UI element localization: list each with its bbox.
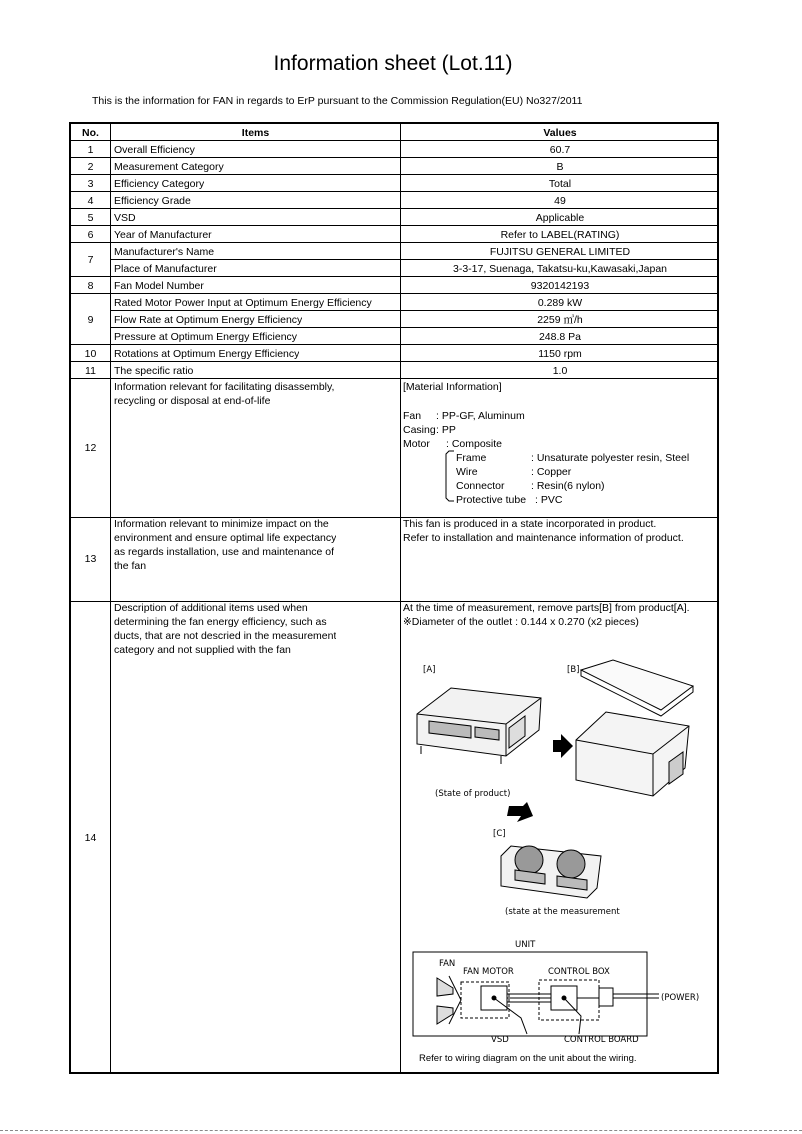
motor-part-value: : Copper bbox=[531, 466, 572, 478]
row-value: 9320142193 bbox=[530, 280, 590, 292]
row-item-line: recycling or disposal at end-of-life bbox=[114, 395, 271, 407]
row-value: 248.8 Pa bbox=[538, 331, 582, 343]
row-value: B bbox=[556, 161, 564, 173]
material-motor-label: Motor bbox=[403, 438, 430, 450]
row-value: 0.289 kW bbox=[537, 297, 583, 309]
power-label: (POWER) bbox=[661, 993, 700, 1003]
row-item-line: category and not supplied with the fan bbox=[114, 644, 291, 656]
motor-part-value: : Unsaturate polyester resin, Steel bbox=[531, 452, 690, 464]
row-item-line: Description of additional items used when bbox=[114, 602, 308, 614]
row-item: Pressure at Optimum Energy Efficiency bbox=[114, 331, 298, 343]
page-subtitle: This is the information for FAN in regards to ErP pursuant to the Commission Regulation(EU) No327/2011 bbox=[92, 95, 583, 107]
material-casing-label: Casing bbox=[403, 424, 436, 436]
wiring-footnote: Refer to wiring diagram on the unit about the wiring. bbox=[419, 1053, 637, 1064]
row-value-line: This fan is produced in a state incorporated in product. bbox=[403, 518, 657, 530]
motor-part-name: Wire bbox=[456, 466, 478, 478]
row-item: Efficiency Grade bbox=[114, 195, 191, 207]
product-a-drawing bbox=[417, 688, 541, 764]
header-no: No. bbox=[82, 127, 99, 139]
row-item-line: as regards installation, use and maintenance of bbox=[114, 546, 335, 558]
unit-label: UNIT bbox=[515, 940, 536, 950]
motor-part-value: : Resin(6 nylon) bbox=[531, 480, 605, 492]
row-no: 10 bbox=[84, 348, 97, 360]
motor-part-name: Frame bbox=[456, 452, 487, 464]
motor-part-value: : PVC bbox=[535, 494, 563, 506]
label-b: [B] bbox=[567, 665, 580, 675]
material-fan-label: Fan bbox=[403, 410, 422, 422]
row-no: 6 bbox=[87, 229, 94, 241]
material-fan-value: : PP-GF, Aluminum bbox=[436, 410, 525, 422]
label-a: [A] bbox=[423, 665, 436, 675]
row-item-line: determining the fan energy efficiency, such as bbox=[114, 616, 327, 628]
state-measurement: (state at the measurement bbox=[505, 907, 620, 917]
row-value: Total bbox=[548, 178, 572, 190]
row-no: 2 bbox=[87, 161, 94, 173]
row-item: VSD bbox=[114, 212, 136, 224]
row-value: 3-3-17, Suenaga, Takatsu-ku,Kawasaki,Japan bbox=[452, 263, 668, 275]
row-item: Rated Motor Power Input at Optimum Energy Efficiency bbox=[114, 297, 372, 309]
row-no: 14 bbox=[84, 832, 97, 844]
row-no: 8 bbox=[87, 280, 94, 292]
vsd-label: VSD bbox=[491, 1035, 509, 1045]
material-header: [Material Information] bbox=[403, 381, 502, 393]
header-items: Items bbox=[241, 127, 270, 139]
arrow-right-icon bbox=[553, 734, 573, 758]
row-value-line: Refer to installation and maintenance information of product. bbox=[403, 532, 684, 544]
label-c: [C] bbox=[493, 829, 506, 839]
row-item: The specific ratio bbox=[114, 365, 194, 377]
row-value: Refer to LABEL(RATING) bbox=[500, 229, 620, 241]
product-b-drawing bbox=[576, 660, 693, 796]
state-product: (State of product) bbox=[435, 789, 511, 799]
col-divider bbox=[110, 124, 111, 1072]
row-no: 1 bbox=[87, 144, 94, 156]
row-item: Overall Efficiency bbox=[114, 144, 195, 156]
material-motor-value: : Composite bbox=[446, 438, 503, 450]
row-value: 60.7 bbox=[549, 144, 571, 156]
row-item-line: environment and ensure optimal life expectancy bbox=[114, 532, 337, 544]
row-no: 5 bbox=[87, 212, 94, 224]
fan-motor-label: FAN MOTOR bbox=[463, 967, 514, 977]
control-board-label: CONTROL BOARD bbox=[564, 1035, 639, 1045]
arrow-down-icon bbox=[507, 802, 533, 822]
row-item: Fan Model Number bbox=[114, 280, 204, 292]
header-values: Values bbox=[543, 127, 577, 139]
motor-part-name: Protective tube bbox=[456, 494, 527, 506]
product-c-drawing bbox=[501, 846, 601, 898]
material-casing-value: : PP bbox=[436, 424, 456, 436]
row-item-line: Information relevant to minimize impact on the bbox=[114, 518, 329, 530]
measurement-figure bbox=[401, 656, 719, 1066]
row-item: Measurement Category bbox=[114, 161, 224, 173]
row-value: 2259 ㎥/h bbox=[537, 314, 583, 326]
row-no: 9 bbox=[87, 314, 94, 326]
row-no: 11 bbox=[85, 365, 96, 377]
row-no: 3 bbox=[87, 178, 94, 190]
row-item-line: the fan bbox=[114, 560, 147, 572]
row-item: Efficiency Category bbox=[114, 178, 205, 190]
row-no: 13 bbox=[84, 553, 97, 565]
row-value-line: At the time of measurement, remove parts[B] from product[A]. bbox=[403, 602, 690, 614]
row-value-line: ※Diameter of the outlet : 0.144 x 0.270 (x2 pieces) bbox=[403, 616, 639, 628]
row-value: FUJITSU GENERAL LIMITED bbox=[489, 246, 631, 258]
row-item: Place of Manufacturer bbox=[114, 263, 217, 275]
row-item: Flow Rate at Optimum Energy Efficiency bbox=[114, 314, 303, 326]
row-item: Rotations at Optimum Energy Efficiency bbox=[114, 348, 300, 360]
motor-part-name: Connector bbox=[456, 480, 505, 492]
row-value: Applicable bbox=[535, 212, 585, 224]
page-cut-line bbox=[0, 1130, 802, 1131]
row-value: 49 bbox=[554, 195, 566, 207]
row-item-line: Information relevant for facilitating disassembly, bbox=[114, 381, 335, 393]
row-item: Manufacturer's Name bbox=[114, 246, 215, 258]
control-box-label: CONTROL BOX bbox=[548, 967, 610, 977]
row-item: Year of Manufacturer bbox=[114, 229, 212, 241]
fan-label: FAN bbox=[439, 959, 456, 969]
row-no: 4 bbox=[87, 195, 94, 207]
row-value: 1150 rpm bbox=[538, 348, 582, 360]
row-no: 7 bbox=[87, 254, 94, 266]
information-table bbox=[69, 122, 719, 1074]
page-title: Information sheet (Lot.11) bbox=[273, 52, 513, 75]
row-no: 12 bbox=[84, 442, 97, 454]
row-value: 1.0 bbox=[552, 365, 568, 377]
row-item-line: ducts, that are not descried in the measurement bbox=[114, 630, 337, 642]
